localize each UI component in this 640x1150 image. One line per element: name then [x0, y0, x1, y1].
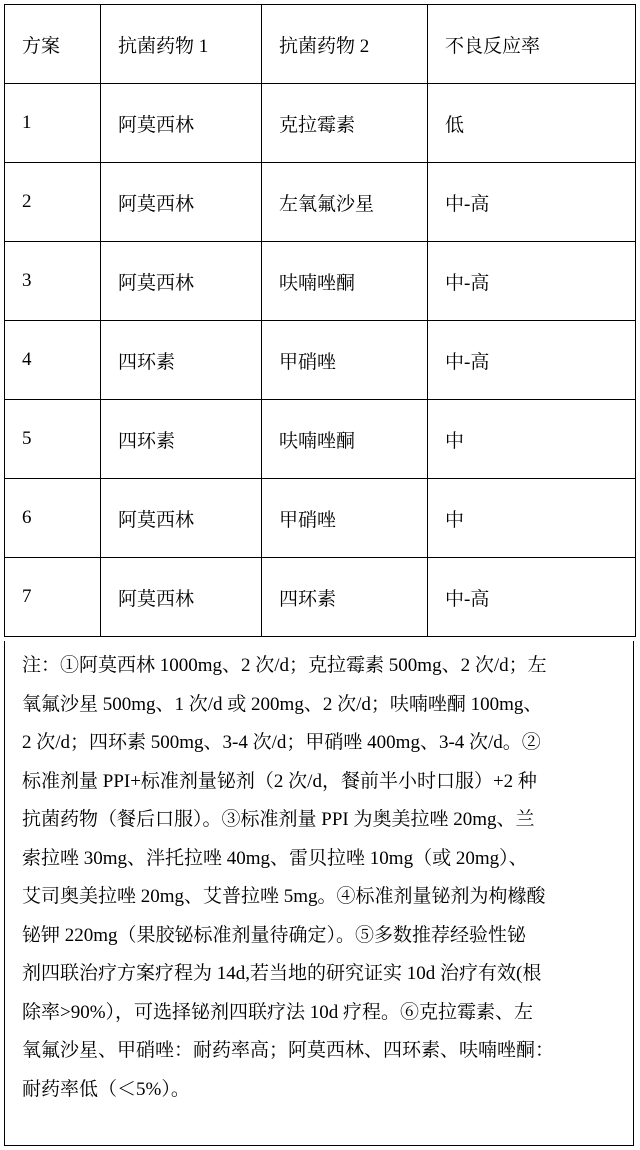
- table-cell: 低: [428, 84, 636, 163]
- table-cell: 阿莫西林: [101, 558, 262, 637]
- note-line: 氧氟沙星 500mg、1 次/d 或 200mg、2 次/d；呋喃唑酮 100mg、: [22, 693, 543, 715]
- table-cell: 5: [5, 400, 101, 479]
- table-cell: 阿莫西林: [101, 163, 262, 242]
- table-cell: 中-高: [428, 163, 636, 242]
- table-row: [5, 84, 636, 163]
- note-line: 标准剂量 PPI+标准剂量铋剂（2 次/d，餐前半小时口服）+2 种: [22, 770, 537, 792]
- table-cell: 左氧氟沙星: [262, 163, 428, 242]
- note-line: 索拉唑 30mg、泮托拉唑 40mg、雷贝拉唑 10mg（或 20mg）、: [22, 847, 528, 869]
- table-row: [5, 558, 636, 637]
- column-header: 抗菌药物 1: [101, 5, 262, 84]
- column-header: 不良反应率: [428, 5, 636, 84]
- table-row: [5, 321, 636, 400]
- table-cell: 克拉霉素: [262, 84, 428, 163]
- table-row: [5, 400, 636, 479]
- note-line: 2 次/d；四环素 500mg、3-4 次/d；甲硝唑 400mg、3-4 次/d。②: [22, 732, 541, 753]
- table-cell: 中-高: [428, 558, 636, 637]
- note-line: 除率>90%），可选择铋剂四联疗法 10d 疗程。⑥克拉霉素、左: [22, 1001, 534, 1023]
- table-cell: 阿莫西林: [101, 84, 262, 163]
- table-cell: 1: [5, 84, 101, 163]
- table-cell: 2: [5, 163, 101, 242]
- table-notes: [4, 641, 634, 1146]
- table-cell: 四环素: [101, 321, 262, 400]
- note-line: 剂四联治疗方案疗程为 14d,若当地的研究证实 10d 治疗有效(根: [22, 963, 542, 984]
- table-cell: 呋喃唑酮: [262, 400, 428, 479]
- table-row: [5, 479, 636, 558]
- table-cell: 中-高: [428, 321, 636, 400]
- table-cell: 4: [5, 321, 101, 400]
- note-line: 铋钾 220mg（果胶铋标准剂量待确定）。⑤多数推荐经验性铋: [22, 924, 527, 946]
- table-cell: 3: [5, 242, 101, 321]
- column-header: 抗菌药物 2: [262, 5, 428, 84]
- note-line: 注：①阿莫西林 1000mg、2 次/d；克拉霉素 500mg、2 次/d；左: [22, 655, 547, 676]
- table-cell: 呋喃唑酮: [262, 242, 428, 321]
- table-cell: 7: [5, 558, 101, 637]
- table-cell: 阿莫西林: [101, 479, 262, 558]
- note-line: 耐药率低（＜5%）。: [22, 1078, 190, 1100]
- note-line: 艾司奥美拉唑 20mg、艾普拉唑 5mg。④标准剂量铋剂为枸橼酸: [22, 886, 546, 907]
- regimen-table: [4, 4, 636, 637]
- column-header: 方案: [5, 5, 101, 84]
- table-cell: 阿莫西林: [101, 242, 262, 321]
- table-cell: 中: [428, 400, 636, 479]
- table-row: [5, 163, 636, 242]
- note-line: 氧氟沙星、甲硝唑：耐药率高；阿莫西林、四环素、呋喃唑酮：: [22, 1040, 555, 1061]
- header-row: [5, 5, 636, 84]
- note-line: 抗菌药物（餐后口服）。③标准剂量 PPI 为奥美拉唑 20mg、兰: [22, 809, 535, 830]
- table-cell: 甲硝唑: [262, 479, 428, 558]
- table-cell: 四环素: [101, 400, 262, 479]
- table-cell: 6: [5, 479, 101, 558]
- table-cell: 中-高: [428, 242, 636, 321]
- table-cell: 四环素: [262, 558, 428, 637]
- table-row: [5, 242, 636, 321]
- table-cell: 甲硝唑: [262, 321, 428, 400]
- table-cell: 中: [428, 479, 636, 558]
